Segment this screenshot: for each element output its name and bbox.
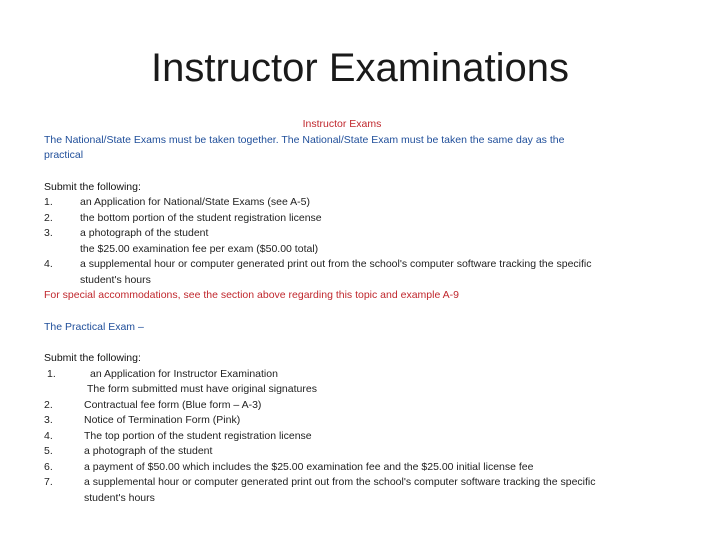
section2-heading: Submit the following: [44,352,141,364]
list-item [44,226,604,242]
section1-heading: Submit the following: [44,180,141,193]
list-item [44,413,604,429]
intro-text: The National/State Exams must be taken together. The National/State Exam must be taken the same day as the practical [44,133,565,161]
list-item [44,211,604,227]
content-body [44,117,604,506]
list-number: 5. [44,445,53,457]
list-number: 1. [47,367,56,380]
list-number: 7. [44,476,53,488]
list-number: 1. [44,196,53,208]
list-item [44,444,604,460]
list-text: a photograph of the student [84,445,213,457]
spacer [44,164,604,180]
practical-heading: The Practical Exam – [44,320,144,333]
list-item [44,475,604,506]
list-text: Notice of Termination Form (Pink) [84,414,241,426]
list-text: a supplemental hour or computer generated print out from the school's computer software tracking the specific student's hours [80,258,592,286]
list-text: The top portion of the student registration license [84,429,312,442]
list-text: an Application for National/State Exams (see A-5) [80,196,310,208]
list-subline: The form submitted must have original signatures [87,383,317,395]
list-item [44,257,604,288]
list-text: an Application for Instructor Examination [90,367,278,380]
list-number: 2. [44,211,53,224]
list-number: 4. [44,429,53,442]
list-item [44,195,604,211]
list-number: 3. [44,227,53,239]
list-item [44,429,604,445]
list-text: Contractual fee form (Blue form – A-3) [84,398,262,411]
list-item [44,398,604,414]
accommodations-note: For special accommodations, see the section above regarding this topic and example A-9 [44,289,459,301]
spacer [44,304,604,320]
list-number: 3. [44,414,53,426]
list-text: a payment of $50.00 which includes the $25.00 examination fee and the $25.00 initial license fee [84,460,534,473]
intro-heading: Instructor Exams [302,118,382,130]
list-number: 6. [44,460,53,473]
list-number: 2. [44,398,53,411]
list-number: 4. [44,258,53,270]
spacer [44,335,604,351]
list-item [44,367,604,383]
page-title: Instructor Examinations [151,46,569,90]
list-text: a supplemental hour or computer generated print out from the school's computer software tracking the specific student's hours [84,476,596,504]
list-subline: the $25.00 examination fee per exam ($50.00 total) [80,242,319,255]
list-text: a photograph of the student [80,227,209,239]
list-item [44,460,604,476]
list-text: the bottom portion of the student registration license [80,211,322,224]
